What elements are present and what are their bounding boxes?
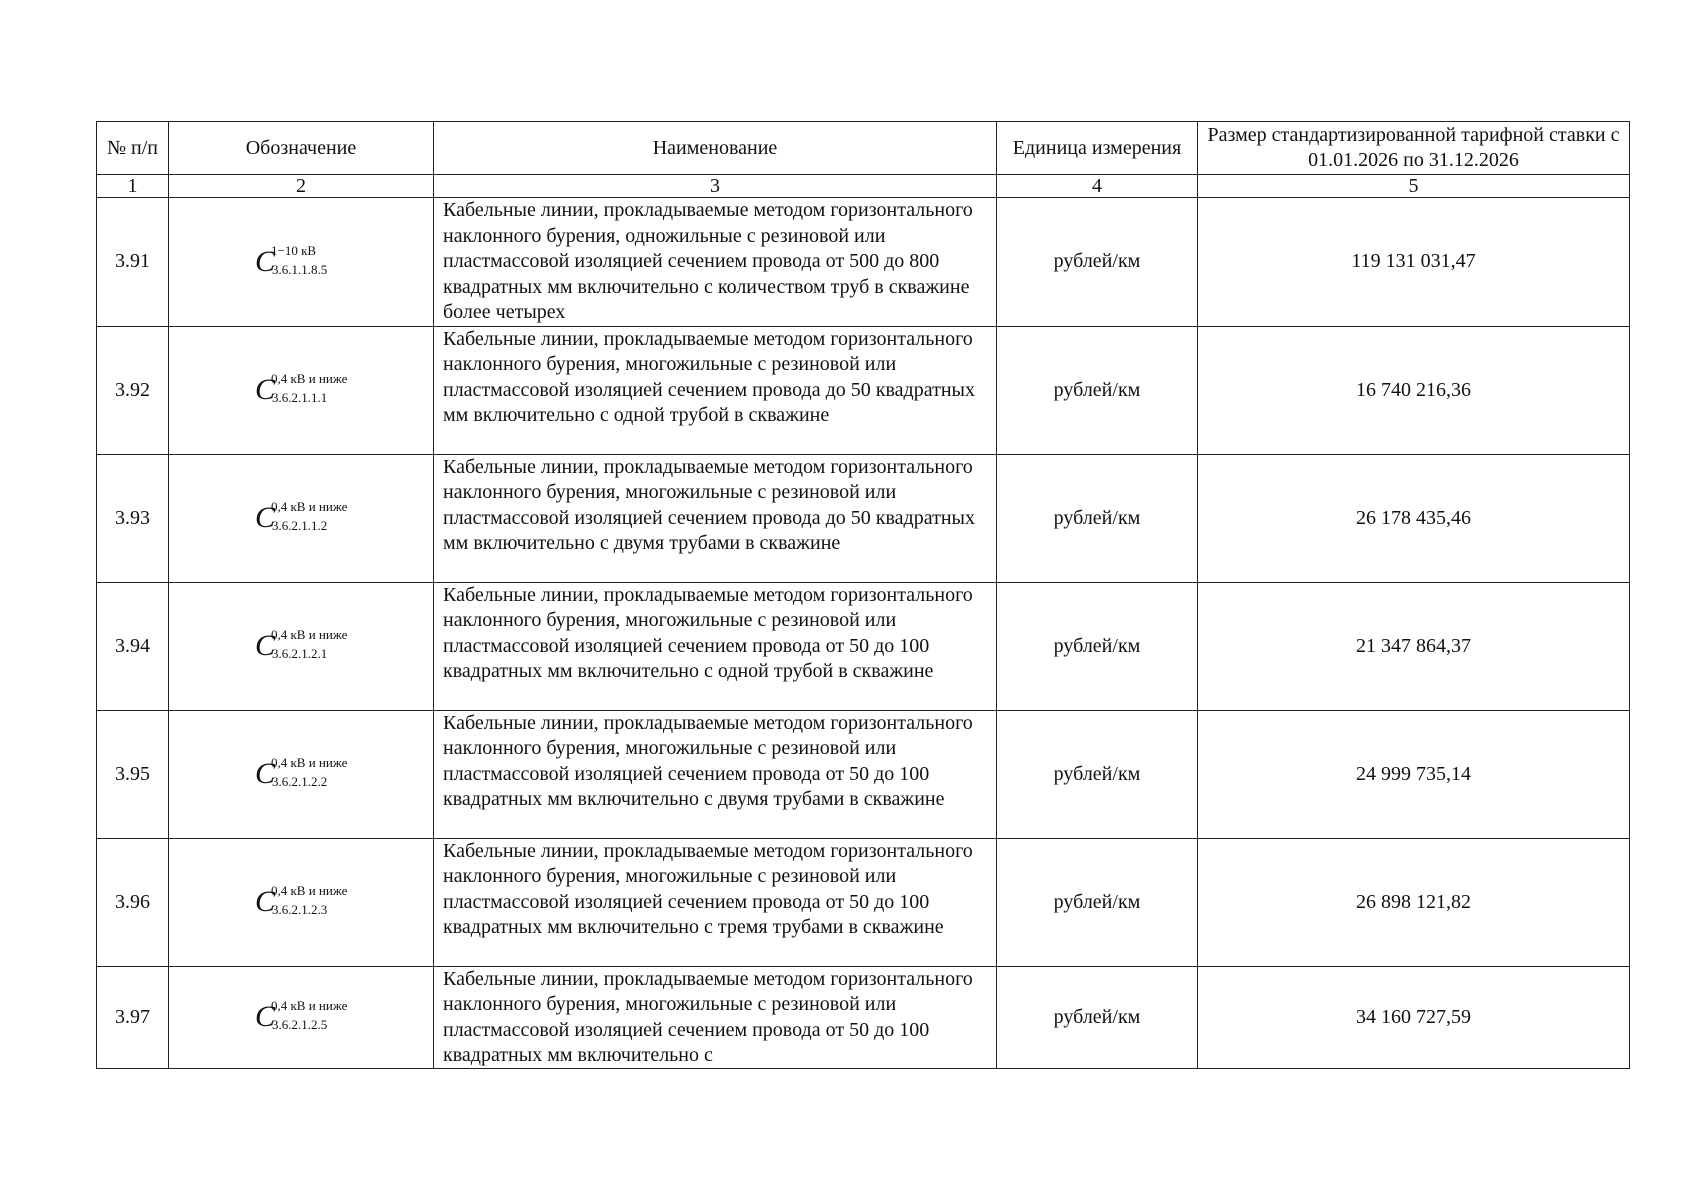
designation-formula — [254, 883, 348, 918]
row-designation — [169, 710, 434, 838]
designation-superscript: 1−10 кВ — [270, 242, 317, 258]
row-rate — [1198, 838, 1630, 966]
designation-subscript: 3.6.2.1.2.5 — [271, 1017, 328, 1032]
row-description-text: Кабельные линии, прокладываемые методом горизонтального наклонного бурения, многожильные с резиновой или пластмассовой изоляцией сечением провода от 50 до 100 квадратных мм включительно с одной трубой в скважине — [443, 583, 973, 682]
row-designation — [169, 454, 434, 582]
header-rate-label: Размер стандартизированной тарифной ставки с 01.01.2026 по 31.12.2026 — [1207, 124, 1620, 171]
designation-subscript: 3.6.2.1.1.2 — [271, 518, 328, 533]
designation-letter: C — [254, 629, 275, 662]
row-rate — [1198, 326, 1630, 454]
row-designation — [169, 838, 434, 966]
table-row — [97, 198, 1630, 327]
row-number-text: 3.91 — [115, 250, 150, 273]
designation-subscript: 3.6.1.1.8.5 — [271, 261, 328, 277]
row-unit-text: рублей/км — [1053, 1005, 1141, 1028]
column-number: 1 — [97, 175, 169, 198]
row-designation — [169, 198, 434, 327]
row-rate — [1198, 966, 1630, 1068]
designation-letter: C — [254, 244, 275, 278]
row-unit-text: рублей/км — [1053, 634, 1141, 657]
row-description-text: Кабельные линии, прокладываемые методом горизонтального наклонного бурения, многожильные с резиновой или пластмассовой изоляцией сечением провода от 50 до 100 квадратных мм включительно с тремя трубами в скважине — [443, 839, 973, 938]
header-number — [97, 122, 169, 175]
row-unit — [997, 582, 1198, 710]
row-rate — [1198, 710, 1630, 838]
row-unit — [997, 710, 1198, 838]
row-description — [434, 198, 997, 327]
row-description — [434, 582, 997, 710]
designation-superscript: 0,4 кВ и ниже — [270, 627, 348, 642]
row-unit — [997, 198, 1198, 327]
designation-subscript: 3.6.2.1.1.1 — [271, 390, 328, 405]
designation-formula — [254, 242, 347, 278]
row-number-text: 3.96 — [115, 890, 150, 913]
row-number-text: 3.94 — [115, 634, 150, 657]
designation-subscript: 3.6.2.1.2.2 — [271, 774, 328, 789]
row-rate — [1198, 582, 1630, 710]
header-name — [434, 122, 997, 175]
header-rate — [1198, 122, 1630, 175]
designation-formula — [254, 998, 348, 1033]
tariff-table — [96, 121, 1630, 1069]
row-description — [434, 326, 997, 454]
row-description — [434, 838, 997, 966]
table-row — [97, 326, 1630, 454]
header-designation-label: Обозначение — [245, 136, 357, 159]
row-number — [97, 582, 169, 710]
row-unit-text: рублей/км — [1053, 250, 1141, 273]
row-rate-value: 16 740 216,36 — [1356, 378, 1471, 401]
header-unit — [997, 122, 1198, 175]
row-description-text: Кабельные линии, прокладываемые методом горизонтального наклонного бурения, многожильные с резиновой или пластмассовой изоляцией сечением провода до 50 квадратных мм включительно с двумя трубами в скважине — [443, 455, 975, 554]
column-number: 5 — [1198, 175, 1630, 198]
table-header-row — [97, 122, 1630, 175]
designation-superscript: 0,4 кВ и ниже — [270, 755, 348, 770]
column-number: 2 — [169, 175, 434, 198]
row-number — [97, 198, 169, 327]
column-number: 4 — [997, 175, 1198, 198]
row-designation — [169, 966, 434, 1068]
row-rate-value: 26 898 121,82 — [1356, 890, 1471, 913]
row-designation — [169, 326, 434, 454]
row-description — [434, 710, 997, 838]
row-rate-value: 26 178 435,46 — [1356, 506, 1471, 529]
row-unit — [997, 966, 1198, 1068]
row-number-text: 3.92 — [115, 378, 150, 401]
row-designation — [169, 582, 434, 710]
tariff-table-page — [96, 121, 1629, 1069]
table-row — [97, 838, 1630, 966]
row-number — [97, 838, 169, 966]
designation-superscript: 0,4 кВ и ниже — [270, 998, 348, 1013]
designation-formula — [254, 627, 348, 662]
row-number — [97, 454, 169, 582]
designation-letter: C — [254, 501, 275, 534]
table-row — [97, 966, 1630, 1068]
row-unit-text: рублей/км — [1053, 890, 1141, 913]
row-rate-value: 21 347 864,37 — [1356, 634, 1471, 657]
row-unit-text: рублей/км — [1053, 506, 1141, 529]
designation-subscript: 3.6.2.1.2.3 — [271, 902, 328, 917]
designation-formula — [254, 755, 348, 790]
row-number — [97, 326, 169, 454]
designation-letter: C — [254, 885, 275, 918]
row-rate-value: 24 999 735,14 — [1356, 762, 1471, 785]
designation-letter: C — [254, 373, 275, 406]
header-designation — [169, 122, 434, 175]
header-name-label: Наименование — [652, 136, 778, 159]
row-number-text: 3.95 — [115, 762, 150, 785]
row-number — [97, 966, 169, 1068]
table-row — [97, 582, 1630, 710]
row-number-text: 3.93 — [115, 506, 150, 529]
header-unit-label: Единица измерения — [1012, 136, 1182, 159]
designation-superscript: 0,4 кВ и ниже — [270, 499, 348, 514]
row-unit — [997, 454, 1198, 582]
row-unit — [997, 326, 1198, 454]
row-rate — [1198, 454, 1630, 582]
row-description-text: Кабельные линии, прокладываемые методом горизонтального наклонного бурения, многожильные с резиновой или пластмассовой изоляцией сечением провода от 50 до 100 квадратных мм включительно с двумя трубами в скважине — [443, 711, 973, 810]
designation-letter: C — [254, 1000, 275, 1033]
row-number — [97, 710, 169, 838]
designation-subscript: 3.6.2.1.2.1 — [271, 646, 328, 661]
table-row — [97, 454, 1630, 582]
row-rate-value: 119 131 031,47 — [1351, 250, 1476, 273]
row-description-text: Кабельные линии, прокладываемые методом горизонтального наклонного бурения, многожильные с резиновой или пластмассовой изоляцией сечением провода до 50 квадратных мм включительно с одной трубой в скважине — [443, 327, 975, 426]
row-unit-text: рублей/км — [1053, 762, 1141, 785]
column-number-row — [97, 175, 1630, 198]
designation-formula — [254, 499, 348, 534]
table-row — [97, 710, 1630, 838]
row-description — [434, 966, 997, 1068]
row-description — [434, 454, 997, 582]
designation-superscript: 0,4 кВ и ниже — [270, 883, 348, 898]
row-description-text: Кабельные линии, прокладываемые методом горизонтального наклонного бурения, одножильные с резиновой или пластмассовой изоляцией сечением провода от 500 до 800 квадратных мм включительно с количеством труб в скважине более четырех — [443, 199, 973, 323]
designation-formula — [254, 371, 348, 406]
designation-superscript: 0,4 кВ и ниже — [270, 371, 348, 386]
designation-letter: C — [254, 757, 275, 790]
row-unit-text: рублей/км — [1053, 378, 1141, 401]
row-rate-value: 34 160 727,59 — [1356, 1005, 1471, 1028]
column-number: 3 — [434, 175, 997, 198]
header-number-label: № п/п — [106, 136, 159, 159]
row-rate — [1198, 198, 1630, 327]
row-description-text: Кабельные линии, прокладываемые методом горизонтального наклонного бурения, многожильные с резиновой или пластмассовой изоляцией сечением провода от 50 до 100 квадратных мм включительно с — [443, 967, 973, 1066]
row-unit — [997, 838, 1198, 966]
row-number-text: 3.97 — [115, 1005, 150, 1028]
